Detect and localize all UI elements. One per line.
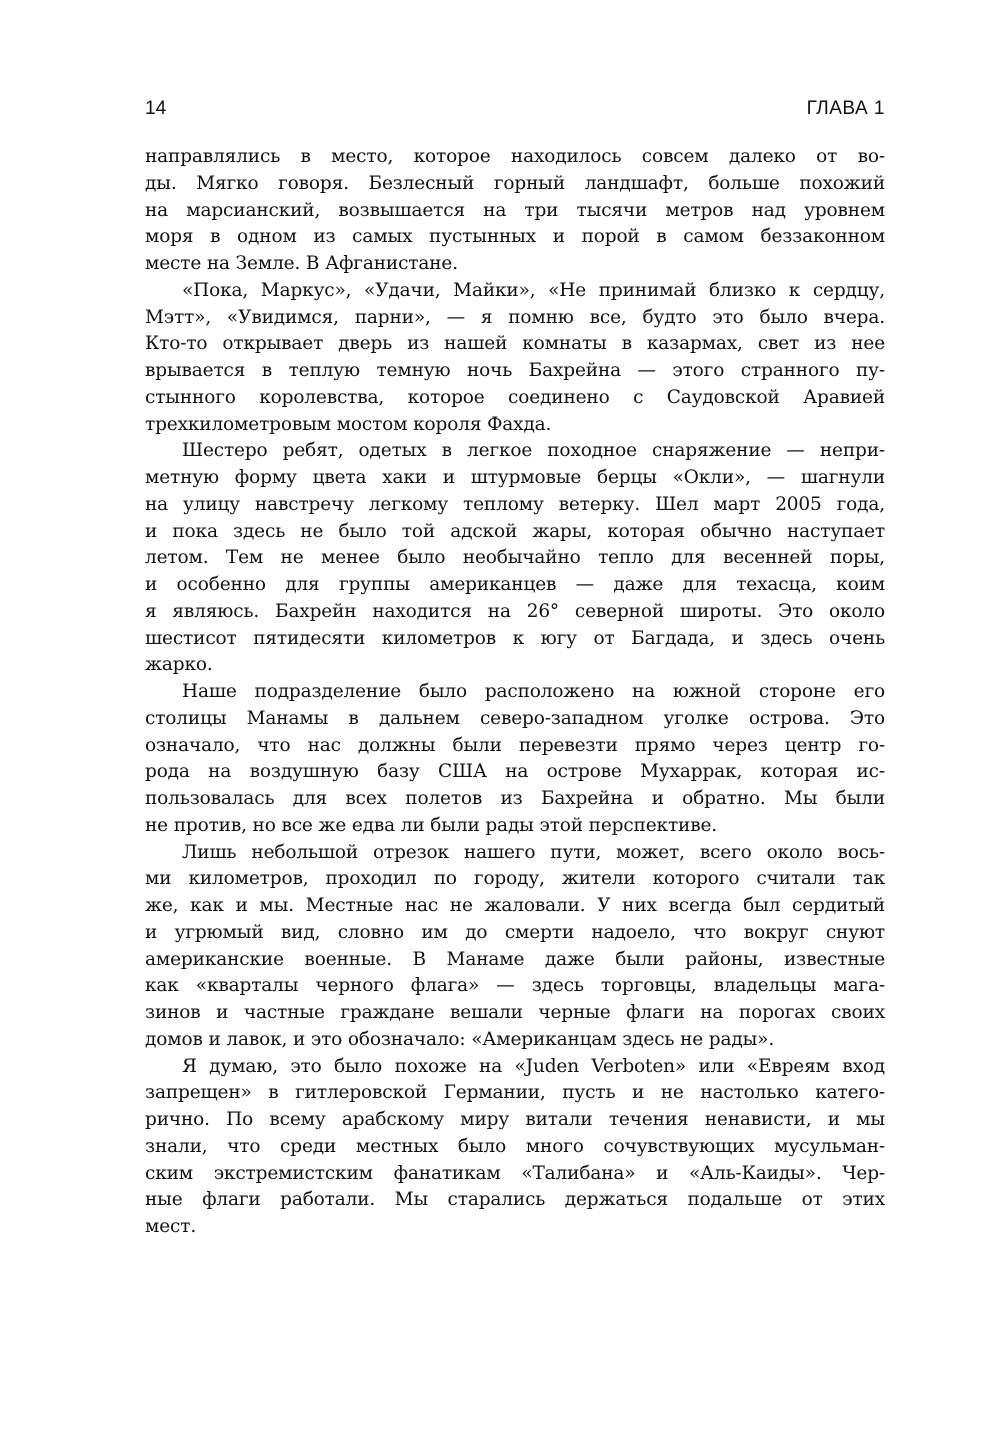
text-line: направлялись в место, которое находилось совсем далеко от во-: [145, 146, 885, 167]
text-line: рично. По всему арабскому миру витали течения ненависти, и мы: [145, 1109, 885, 1130]
page-number: 14: [145, 98, 167, 119]
text-line: Наше подразделение было расположено на южной стороне его: [182, 681, 885, 702]
text-line: на улицу навстречу легкому теплому ветерку. Шел март 2005 года,: [145, 493, 885, 515]
text-line: же, как и мы. Местные нас не жаловали. У них всегда был сердитый: [145, 895, 885, 916]
text-line: ми километров, проходил по городу, жители которого считали так: [145, 868, 885, 890]
text-line: Кто-то открывает дверь из нашей комнаты в казармах, свет из нее: [145, 333, 885, 355]
text-line: трехкилометровым мостом короля Фахда.: [145, 413, 552, 435]
text-line: месте на Земле. В Афганистане.: [145, 253, 458, 274]
text-line: Лишь небольшой отрезок нашего пути, может, всего около вось-: [182, 841, 885, 863]
text-line: знали, что среди местных было много сочувствующих мусульман-: [145, 1135, 885, 1157]
text-line: мест.: [145, 1216, 197, 1237]
text-line: не против, но все же едва ли были рады этой перспективе.: [145, 814, 718, 836]
text-line: на марсианский, возвышается на три тысячи метров над уровнем: [145, 199, 885, 221]
running-head: [145, 94, 885, 124]
text-line: Мэтт», «Увидимся, парни», — я помню все, будто это было вчера.: [145, 306, 885, 328]
text-line: летом. Тем не менее было необычайно тепло для весенней поры,: [145, 547, 885, 569]
text-line: американские военные. В Манаме даже были районы, известные: [145, 948, 885, 970]
text-line: я являюсь. Бахрейн находится на 26° северной широты. Это около: [145, 600, 885, 622]
text-line: пользовалась для всех полетов из Бахрейна и обратно. Мы были: [145, 788, 885, 809]
text-line: и пока здесь не было той адской жары, которая обычно наступает: [145, 520, 885, 542]
text-line: столицы Манамы в дальнем северо-западном уголке острова. Это: [145, 707, 885, 729]
text-line: означало, что нас должны были перевезти прямо через центр го-: [145, 734, 885, 756]
text-line: Я думаю, это было похоже на «Juden Verboten» или «Евреям вход: [182, 1055, 885, 1077]
text-line: жарко.: [145, 654, 213, 676]
text-line: шестисот пятидесяти километров к югу от Багдада, и здесь очень: [145, 627, 885, 649]
text-line: домов и лавок, и это обозначало: «Американцам здесь не рады».: [145, 1028, 775, 1050]
body-text: [145, 144, 885, 1241]
text-line: ные флаги работали. Мы старались держаться подальше от этих: [145, 1189, 885, 1211]
text-line: рода на воздушную базу США на острове Мухаррак, которая ис-: [145, 761, 885, 783]
text-line: метную форму цвета хаки и штурмовые берцы «Окли», — шагнули: [145, 467, 885, 488]
text-line: Шестеро ребят, одетых в легкое походное снаряжение — непри-: [182, 440, 885, 462]
text-line: запрещен» в гитлеровской Германии, пусть и не настолько катего-: [145, 1082, 885, 1104]
text-line: ды. Мягко говоря. Безлесный горный ландшафт, больше похожий: [145, 172, 885, 194]
text-line: моря в одном из самых пустынных и порой в самом беззаконном: [145, 226, 885, 248]
text-line: стынного королевства, которое соединено с Саудовской Аравией: [145, 386, 885, 408]
text-line: «Пока, Маркус», «Удачи, Майки», «Не принимай близко к сердцу,: [182, 279, 885, 301]
chapter-title: ГЛАВА 1: [806, 98, 885, 119]
text-line: и особенно для группы американцев — даже для техасца, коим: [145, 574, 885, 595]
text-line: врывается в теплую темную ночь Бахрейна — этого странного пу-: [145, 360, 885, 381]
text-line: ским экстремистским фанатикам «Талибана» и «Аль-Каиды». Чер-: [145, 1162, 885, 1184]
text-line: зинов и частные граждане вешали черные флаги на порогах своих: [145, 1002, 885, 1023]
text-line: и угрюмый вид, словно им до смерти надоело, что вокруг снуют: [145, 921, 885, 943]
text-line: как «кварталы черного флага» — здесь торговцы, владельцы мага-: [145, 975, 885, 997]
